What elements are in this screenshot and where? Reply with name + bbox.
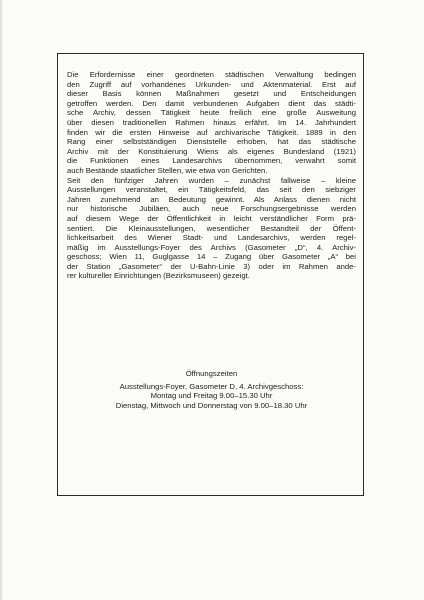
body-line: die Funktionen eines Landesarchivs übernommen, verwahrt somit [67, 156, 356, 166]
page-edge-shadow [0, 0, 3, 600]
body-line: über diesen traditionellen Rahmen hinaus erfährt. Im 14. Jahrhundert [67, 117, 356, 127]
body-line: der Station „Gasometer“ der U-Bahn-Linie 3) oder im Rahmen ande- [67, 261, 356, 271]
body-line: Seit den fünfziger Jahren wurden – zunächst fallweise – kleine [67, 175, 356, 185]
body-paragraph [67, 70, 356, 281]
body-line: Ausstellungen veranstaltet, ein Tätigkeitsfeld, das seit den siebziger [67, 185, 356, 195]
opening-hours-location: Ausstellungs-Foyer, Gasometer D, 4. Archivgeschoss: [119, 381, 304, 391]
body-line: getroffen werden. Den damit verbundenen Aufgaben dient das städti- [67, 98, 356, 108]
body-line: geschoss; Wien 11, Guglgasse 14 – Zugang über Gasometer „A“ bei [67, 252, 356, 262]
body-line: sentiert. Die Kleinausstellungen, wesentlicher Bestandteil der Öffent- [67, 223, 356, 233]
body-line: nur historische Jubiläen, auch neue Forschungsergebnisse werden [67, 204, 356, 214]
body-line: Die Erfordernisse einer geordneten städtischen Verwaltung bedingen [67, 70, 356, 79]
body-line: mäßig im Ausstellungs-Foyer des Archivs (Gasometer „D“, 4. Archiv- [67, 242, 356, 252]
body-line: den Zugriff auf vorhandenes Urkunden- und Aktenmaterial. Erst auf [67, 79, 356, 89]
body-line: dieser Basis können Maßnahmen gesetzt und Entscheidungen [67, 89, 356, 99]
body-line: Rang einer selbstständigen Dienststelle erhoben, hat das städtische [67, 137, 356, 147]
opening-hours [67, 369, 356, 410]
body-line: lichkeitsarbeit des Wiener Stadt- und Landesarchivs, werden regel- [67, 233, 356, 243]
body-line: rer kultureller Einrichtungen (Bezirksmuseen) gezeigt. [67, 271, 250, 281]
opening-hours-weekdays-short: Montag und Freitag 9.00–15.30 Uhr [150, 391, 273, 401]
opening-hours-heading: Öffnungszeiten [185, 369, 238, 378]
body-line: Archiv mit der Konstituierung Wiens als eigenes Bundesland (1921) [67, 146, 356, 156]
body-line: auch Bestände staatlicher Stellen, wie etwa von Gerichten. [67, 165, 268, 175]
body-line: Jahren zunehmend an Bedeutung gewinnt. Als Anlass dienen nicht [67, 194, 356, 204]
opening-hours-weekdays-long: Dienstag, Mittwoch und Donnerstag von 9.00–18.30 Uhr [115, 400, 308, 410]
body-line: sche Archiv, dessen Tätigkeit heute freilich eine große Ausweitung [67, 108, 356, 118]
body-line: finden wir die ersten Hinweise auf archivarische Tätigkeit. 1889 in den [67, 127, 356, 137]
body-line: auf diesem Wege der Öffentlichkeit in leicht verständlicher Form prä- [67, 213, 356, 223]
